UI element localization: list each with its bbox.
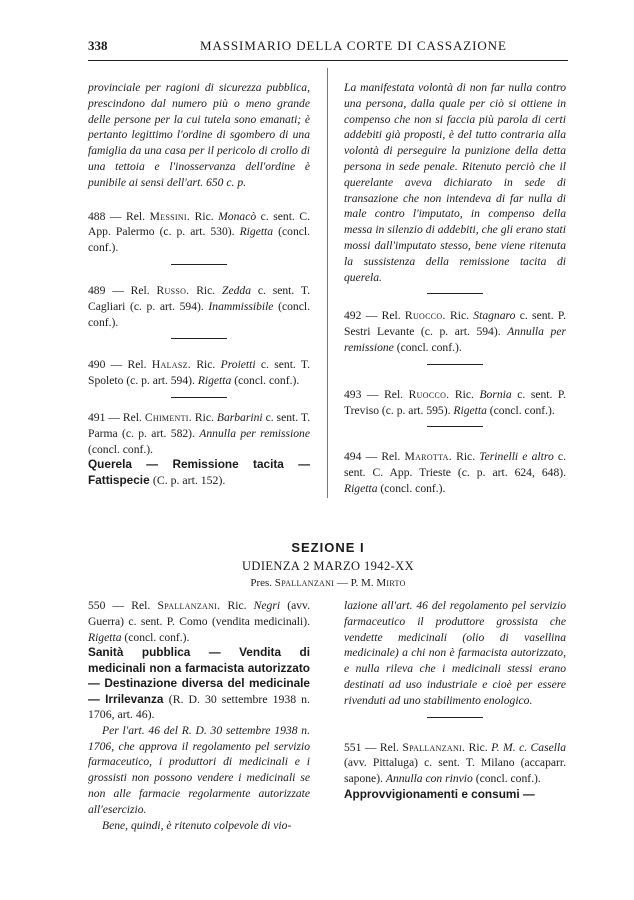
entry-number: 489 — Rel. (88, 283, 150, 297)
running-title: MASSIMARIO DELLA CORTE DI CASSAZIONE (200, 38, 507, 53)
entry-number: 550 — Rel. (88, 599, 151, 612)
decision-entry-492 (344, 308, 566, 364)
conclusion: (concl. conf.). (124, 630, 190, 644)
subject-heading (88, 645, 310, 723)
maxim-paragraph: Bene, quindi, è ritenuto colpevole di vio- (102, 818, 292, 832)
conclusion: (concl. conf.). (88, 442, 154, 456)
decision-entry-489 (88, 283, 310, 339)
heading-keywords: Sanità pubblica — Vendita di medicinali non a farmacista autorizzato — Destinazione diversa del medicinale — Irrilevanza (88, 645, 310, 706)
rapporteur: Marotta. (404, 450, 452, 464)
heading-keywords: Querela — Remissione tacita — Fattispecie (88, 457, 310, 487)
right-column-top (344, 80, 566, 497)
entry-number: 492 — Rel. (344, 309, 401, 323)
ric-label: Ric. (196, 358, 216, 372)
conclusion: (concl. conf.). (234, 374, 300, 388)
entry-number: 494 — Rel. (344, 450, 401, 464)
ric-label: Ric. (196, 283, 216, 297)
decision-entry-488 (88, 209, 310, 265)
rapporteur: Spallanzani. (402, 740, 466, 754)
decision-entry-551 (344, 740, 566, 787)
court-reference: (avv. Pittaluga) c. sent. T. Milano (accaparr. sapone). (344, 756, 566, 786)
decision-entry-491 (88, 410, 310, 457)
appellant: Barbarini (216, 410, 263, 424)
entry-number: 551 — Rel. (344, 740, 399, 754)
court-reference: c. sent. C. App. Trieste (c. p. art. 624, 648). (344, 450, 566, 480)
entry-number: 490 — Rel. (88, 358, 147, 372)
court-reference: c. sent. T. Cagliari (c. p. art. 594). (88, 283, 311, 313)
court-reference: c. sent. C. App. Palermo (c. p. art. 530). (88, 209, 310, 239)
section-title: SEZIONE I (291, 540, 365, 555)
outcome: Rigetta (239, 225, 274, 239)
continued-maxim: lazione all'art. 46 del regolamento pel servizio farmaceutico il produttore grossista che vendette medicinali (olio di vasellina medicinale) a chi non è farmacista autorizzato, e nulla rileva che i medicinali stessi erano destinati ad uso industriale e cioè per essere rivenduti ad uno stabilimento enologico. (344, 599, 566, 707)
outcome: Annulla con rinvio (385, 772, 473, 786)
heading-reference: (C. p. art. 152). (152, 472, 226, 487)
right-column-bottom (344, 598, 566, 802)
decision-entry-490 (88, 357, 310, 398)
conclusion: (concl. conf.). (88, 299, 310, 329)
pm-name: Mirto (376, 577, 406, 589)
president-name: Spallanzani (274, 577, 335, 589)
outcome: Rigetta (453, 403, 487, 417)
court-reference: c. sent. P. Sestri Levante (c. p. art. 594). (344, 309, 566, 339)
outcome: Annulla per remissione (199, 426, 310, 440)
rapporteur: Russo. (156, 283, 190, 297)
rapporteur: Halasz. (151, 358, 192, 372)
entry-number: 491 — Rel. (88, 410, 142, 424)
rapporteur: Ruocco. (404, 309, 446, 323)
continued-maxim: provinciale per ragioni di sicurezza pubblica, prescindono dal numero più o meno grande delle persone per la cui tutela sono emanati; è pertanto legittimo l'ordine di sgombero di una famiglia da una casa per il pericolo di crollo di una tettoia e l'inosservanza dell'ordine è punibile ai sensi dell'art. 650 c. p. (88, 81, 310, 189)
column-divider (327, 68, 328, 498)
rapporteur: Spallanzani. (157, 599, 221, 612)
outcome: Rigetta (344, 481, 378, 495)
left-column-top (88, 80, 310, 488)
appellant: Monacò (218, 209, 257, 223)
maxim-text: La manifestata volontà di non far nulla contro una persona, dalla quale per ciò si ottiene in compenso che non si faccia più parola di certi addebiti già proposti, è del tutto contraria alla volontà di perseguire la punizione della detta persona in sede penale. Ritenuto perciò che il querelante aveva dichiarato in sede di transazione che non intendeva di far nulla di male contro l'imputato, in compenso della messa in silenzio di addebiti, che gli erano stati mossi dall'imputato stesso, bene viene ritenuta la sussistenza della remissione tacita di querela. (344, 81, 566, 284)
page-header (88, 38, 568, 56)
rapporteur: Ruocco. (408, 387, 450, 401)
conclusion: (concl. conf.). (489, 403, 555, 417)
conclusion: (concl. conf.). (380, 481, 446, 495)
ric-label: Ric. (454, 387, 474, 401)
ric-label: Ric. (194, 209, 214, 223)
outcome: Rigetta (197, 374, 232, 388)
header-rule (88, 60, 568, 61)
appellant: Zedda (222, 283, 251, 297)
court-reference: c. sent. P. Treviso (c. p. art. 595). (344, 387, 566, 417)
decision-entry-494 (344, 449, 566, 496)
pm-label: — P. M. (336, 577, 374, 589)
pres-label: Pres. (250, 577, 273, 589)
conclusion: (concl. conf.). (475, 772, 541, 786)
entry-number: 493 — Rel. (344, 387, 404, 401)
court-reference: c. sent. T. Spoleto (c. p. art. 594). (88, 358, 311, 388)
outcome: Inammissibile (208, 299, 274, 313)
hearing-date: UDIENZA 2 MARZO 1942-XX (241, 559, 415, 573)
appellant: Stagnaro (473, 309, 516, 323)
appellant: Negri (253, 599, 281, 612)
page-number: 338 (88, 38, 108, 53)
left-column-bottom (88, 598, 310, 833)
appellant: Proietti (220, 358, 256, 372)
ric-label: Ric. (468, 740, 488, 754)
entry-number: 488 — Rel. (88, 209, 146, 223)
ric-label: Ric. (449, 309, 469, 323)
maxim-paragraph: Per l'art. 46 del R. D. 30 settembre 1938 n. 1706, che approva il regolamento pel servizio farmaceutico, i produttori di medicinali e i grossisti non possono vendere i medicinali se non alle farmacie regolarmente autorizzate all'esercizio. (88, 723, 310, 816)
outcome: Annulla per remissione (344, 325, 566, 354)
heading-reference: (R. D. 30 settembre 1938 n. 1706, art. 46). (88, 691, 310, 722)
appellant: Terinelli e altro (479, 450, 554, 464)
subject-heading (88, 457, 310, 488)
court-reference: c. sent. T. Parma (c. p. art. 582). (88, 410, 310, 440)
subject-heading: Approvvigionamenti e consumi — (344, 786, 535, 801)
ric-label: Ric. (456, 450, 476, 464)
decision-entry-550 (88, 598, 310, 645)
ric-label: Ric. (227, 599, 247, 612)
appellant: Bornia (479, 387, 512, 401)
presiding-line (88, 577, 568, 589)
court-reference: (avv. Guerra) c. sent. P. Como (vendita medicinali). (88, 599, 310, 628)
rapporteur: Messini. (149, 209, 191, 223)
ric-label: Ric. (194, 410, 214, 424)
rapporteur: Chimenti. (144, 410, 192, 424)
conclusion: (concl. conf.). (396, 340, 462, 354)
appellant: P. M. c. Casella (491, 740, 566, 754)
decision-entry-493 (344, 387, 566, 428)
conclusion: (concl. conf.). (88, 225, 311, 255)
outcome: Rigetta (88, 630, 122, 644)
